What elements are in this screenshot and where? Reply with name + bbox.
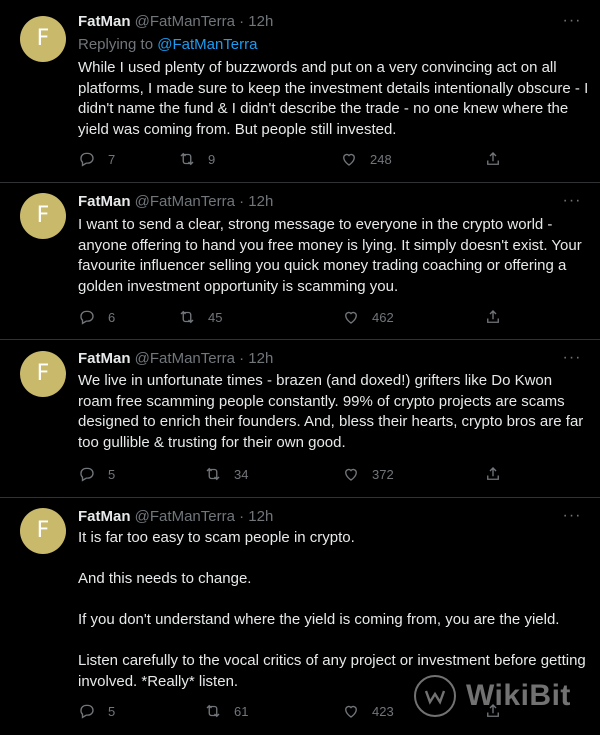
tweet-header xyxy=(78,508,560,526)
user-handle[interactable]: @FatManTerra xyxy=(134,13,235,30)
avatar[interactable]: F xyxy=(20,16,66,62)
like-count: 372 xyxy=(372,466,394,482)
tweet-actions xyxy=(78,149,518,169)
reply-count: 5 xyxy=(108,703,116,719)
tweet[interactable] xyxy=(0,183,600,340)
like-icon xyxy=(342,702,360,720)
tweet-header xyxy=(78,13,560,31)
avatar[interactable]: F xyxy=(20,508,66,554)
reply-count: 5 xyxy=(108,466,116,482)
reply-icon xyxy=(78,702,96,720)
reply-count: 6 xyxy=(108,309,116,325)
retweet-count: 34 xyxy=(234,466,249,482)
tweet-text: While I used plenty of buzzwords and put on a very convincing act on all platforms, I made sure to keep the investment details intentionally obscure - I didn't name the fund & I didn't describe the trade - no one knew where the yield was coming from. But people still invested. xyxy=(78,59,589,138)
separator-dot: · xyxy=(239,508,245,525)
tweet-header xyxy=(78,350,560,368)
reply-icon xyxy=(78,308,96,326)
like-count: 248 xyxy=(370,151,392,167)
retweet-button[interactable] xyxy=(178,149,215,169)
more-icon[interactable]: ··· xyxy=(562,507,582,524)
timestamp[interactable]: 12h xyxy=(248,508,274,525)
wikibit-logo-icon xyxy=(414,675,456,717)
separator-dot: · xyxy=(239,350,245,367)
like-button[interactable] xyxy=(342,701,394,721)
like-button[interactable] xyxy=(340,149,392,169)
like-button[interactable] xyxy=(342,307,394,327)
retweet-button[interactable] xyxy=(204,464,248,484)
user-handle[interactable]: @FatManTerra xyxy=(134,350,235,367)
retweet-icon xyxy=(204,465,222,483)
display-name[interactable]: FatMan xyxy=(78,13,131,30)
retweet-icon xyxy=(178,308,196,326)
more-icon[interactable]: ··· xyxy=(562,349,582,366)
reply-count: 7 xyxy=(108,151,116,167)
avatar[interactable]: F xyxy=(20,351,66,397)
tweet[interactable] xyxy=(0,340,600,498)
reply-button[interactable] xyxy=(78,149,115,169)
timestamp[interactable]: 12h xyxy=(248,350,274,367)
share-icon xyxy=(484,465,502,483)
like-icon xyxy=(342,308,360,326)
user-handle[interactable]: @FatManTerra xyxy=(134,193,235,210)
like-count: 423 xyxy=(372,703,394,719)
replying-to-label: Replying to xyxy=(78,36,158,53)
reply-icon xyxy=(78,150,96,168)
reply-button[interactable] xyxy=(78,307,115,327)
like-count: 462 xyxy=(372,309,394,325)
user-handle[interactable]: @FatManTerra xyxy=(134,508,235,525)
tweet[interactable] xyxy=(0,0,600,183)
display-name[interactable]: FatMan xyxy=(78,508,131,525)
display-name[interactable]: FatMan xyxy=(78,350,131,367)
retweet-icon xyxy=(178,150,196,168)
retweet-count: 61 xyxy=(234,703,249,719)
like-button[interactable] xyxy=(342,464,394,484)
timestamp[interactable]: 12h xyxy=(248,13,274,30)
tweet-text: We live in unfortunate times - brazen (and doxed!) grifters like Do Kwon roam free scamming people constantly. 99% of crypto projects are scams designed to enrich their founders. And, bless their hearts, crypto bros are far too gullible & trusting for their own good. xyxy=(78,372,584,451)
like-icon xyxy=(342,465,360,483)
retweet-count: 9 xyxy=(208,151,216,167)
share-button[interactable] xyxy=(484,307,502,327)
tweet-actions xyxy=(78,464,518,484)
tweet-text: It is far too easy to scam people in crypto. And this needs to change. If you don't understand where the yield is coming from, you are the yield. Listen carefully to the vocal critics of any project or investment before getting involved. *Really* listen. xyxy=(78,529,586,690)
reply-mention-link[interactable]: @FatManTerra xyxy=(157,36,258,53)
separator-dot: · xyxy=(239,13,245,30)
share-button[interactable] xyxy=(484,464,502,484)
display-name[interactable]: FatMan xyxy=(78,193,131,210)
share-button[interactable] xyxy=(484,149,502,169)
retweet-icon xyxy=(204,702,222,720)
wikibit-watermark xyxy=(414,670,594,722)
avatar[interactable]: F xyxy=(20,193,66,239)
watermark-text: WikiBit xyxy=(466,679,571,712)
more-icon[interactable]: ··· xyxy=(562,192,582,209)
separator-dot: · xyxy=(239,193,245,210)
reply-icon xyxy=(78,465,96,483)
retweet-button[interactable] xyxy=(178,307,222,327)
timestamp[interactable]: 12h xyxy=(248,193,274,210)
share-icon xyxy=(484,308,502,326)
tweet-header xyxy=(78,193,560,211)
retweet-button[interactable] xyxy=(204,701,248,721)
reply-button[interactable] xyxy=(78,464,115,484)
tweet-actions xyxy=(78,307,518,327)
like-icon xyxy=(340,150,358,168)
tweet-text: I want to send a clear, strong message to everyone in the crypto world - anyone offering to hand you free money is lying. It simply doesn't exist. Your favourite influencer selling you quick money trading coaching or offering a golden investment opportunity is scamming you. xyxy=(78,216,582,295)
retweet-count: 45 xyxy=(208,309,223,325)
more-icon[interactable]: ··· xyxy=(562,12,582,29)
share-icon xyxy=(484,150,502,168)
replying-to xyxy=(78,36,257,54)
reply-button[interactable] xyxy=(78,701,115,721)
